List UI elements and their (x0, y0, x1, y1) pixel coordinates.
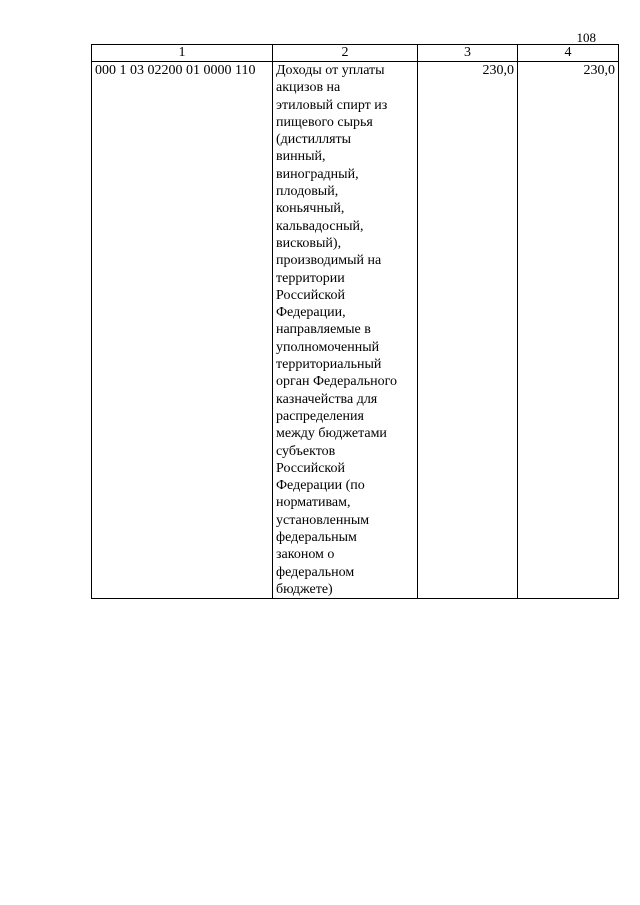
income-description: Доходы от уплаты акцизов на этиловый спирт из пищевого сырья (дистилляты винный, виноградный, плодовый, коньячный, кальвадосный, висковый), производимый на территории Российской Федерации, направляемые в уполномоченный территориальный орган Федерального казначейства для распределения между бюджетами субъектов Российской Федерации (по нормативам, установленным федеральным законом о федеральном бюджете) (273, 62, 418, 599)
column-header-1: 1 (92, 45, 273, 62)
amount-column-3: 230,0 (418, 62, 518, 599)
column-header-2: 2 (273, 45, 418, 62)
page-number: 108 (576, 30, 596, 45)
budget-classification-code: 000 1 03 02200 01 0000 110 (92, 62, 273, 599)
column-header-3: 3 (418, 45, 518, 62)
amount-column-4: 230,0 (518, 62, 619, 599)
column-header-4: 4 (518, 45, 619, 62)
budget-table (91, 44, 619, 599)
table-row (92, 62, 619, 599)
table-header-row (92, 45, 619, 62)
